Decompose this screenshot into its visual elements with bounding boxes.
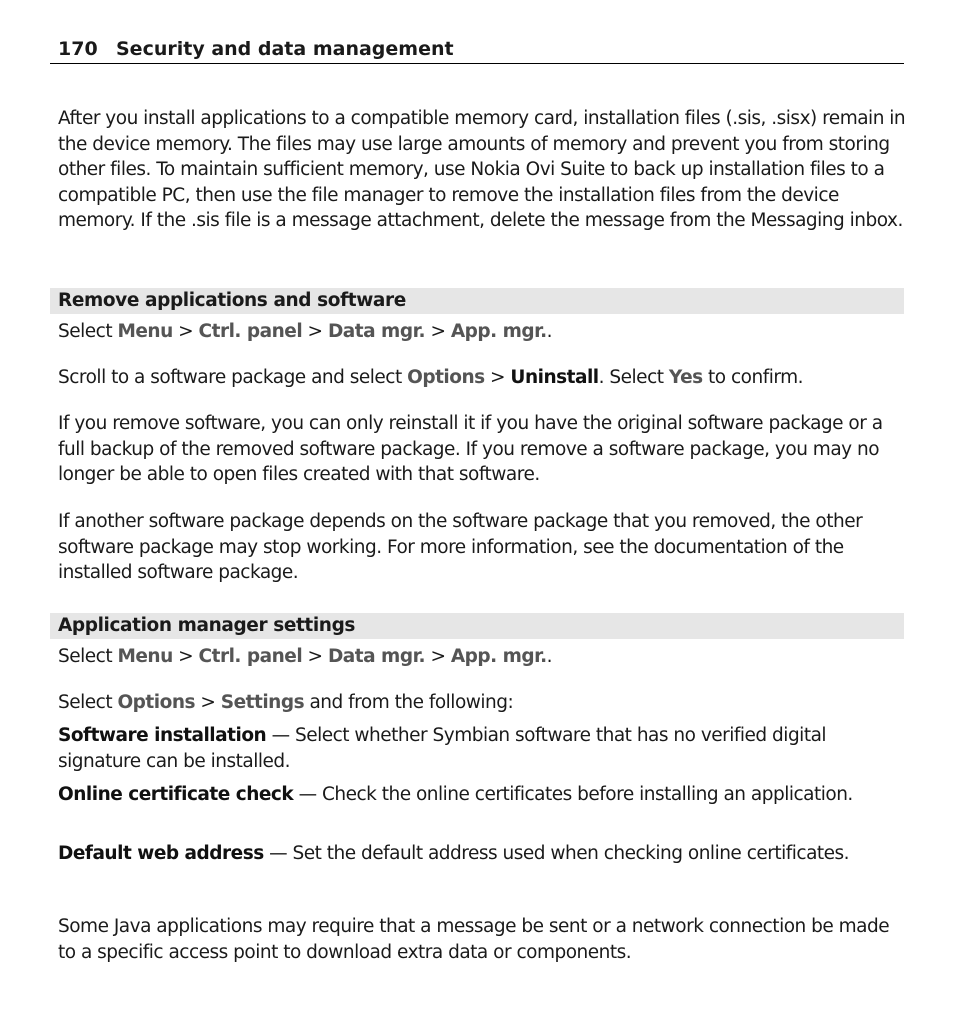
select-options-instruction: Select Options > Settings and from the following: bbox=[58, 692, 514, 713]
app-mgr-ref: App. mgr. bbox=[450, 646, 547, 667]
setting-desc: — Check the online certificates before installing an application. bbox=[293, 784, 853, 805]
remove-nav-path: Select Menu > Ctrl. panel > Data mgr. > App. mgr.. bbox=[58, 321, 553, 342]
ctrl-panel-ref: Ctrl. panel bbox=[198, 321, 303, 342]
section-heading-remove-text: Remove applications and software bbox=[58, 290, 406, 311]
settings-ref: Settings bbox=[220, 692, 305, 713]
setting-term: Software installation bbox=[58, 725, 267, 746]
java-note-paragraph: Some Java applications may require that a message be sent or a network connection be made to a specific access point to download extra data or components. bbox=[58, 916, 890, 963]
data-mgr-ref: Data mgr. bbox=[327, 321, 426, 342]
data-mgr-ref: Data mgr. bbox=[327, 646, 426, 667]
page-header bbox=[50, 36, 904, 64]
options-ref: Options bbox=[407, 367, 485, 388]
section-heading-remove bbox=[50, 288, 904, 314]
section-heading-settings bbox=[50, 613, 904, 639]
setting-desc: — Select whether Symbian software that has no verified digital signature can be installed. bbox=[58, 725, 827, 772]
page-number: 170 bbox=[58, 38, 98, 60]
uninstall-instruction: Scroll to a software package and select Options > Uninstall. Select Yes to confirm. bbox=[58, 367, 804, 388]
setting-item-default-web-address bbox=[58, 841, 906, 867]
uninstall-ref: Uninstall bbox=[510, 367, 599, 388]
setting-item-online-certificate-check bbox=[58, 782, 906, 808]
yes-ref: Yes bbox=[668, 367, 703, 388]
app-mgr-ref: App. mgr. bbox=[450, 321, 547, 342]
setting-term: Online certificate check bbox=[58, 784, 294, 805]
dependency-paragraph: If another software package depends on the software package that you removed, the other software package may stop working. For more information, see the documentation of the installed software package. bbox=[58, 511, 863, 583]
ctrl-panel-ref: Ctrl. panel bbox=[198, 646, 303, 667]
options-ref: Options bbox=[117, 692, 195, 713]
setting-item-software-installation bbox=[58, 723, 906, 774]
menu-ref: Menu bbox=[117, 321, 173, 342]
settings-nav-path: Select Menu > Ctrl. panel > Data mgr. > App. mgr.. bbox=[58, 646, 553, 667]
section-heading-settings-text: Application manager settings bbox=[58, 615, 356, 636]
chapter-title: Security and data management bbox=[116, 38, 454, 60]
setting-term: Default web address bbox=[58, 843, 264, 864]
menu-ref: Menu bbox=[117, 646, 173, 667]
intro-paragraph: After you install applications to a compatible memory card, installation files (.sis, .sisx) remain in the device memory. The files may use large amounts of memory and prevent you from storing other files. To maintain sufficient memory, use Nokia Ovi Suite to back up installation files to a compatible PC, then use the file manager to remove the installation files from the device memory. If the .sis file is a message attachment, delete the message from the Messaging inbox. bbox=[58, 108, 906, 231]
setting-desc: — Set the default address used when checking online certificates. bbox=[263, 843, 850, 864]
reinstall-paragraph: If you remove software, you can only reinstall it if you have the original software package or a full backup of the removed software package. If you remove a software package, you may no longer be able to open files created with that software. bbox=[58, 413, 883, 485]
